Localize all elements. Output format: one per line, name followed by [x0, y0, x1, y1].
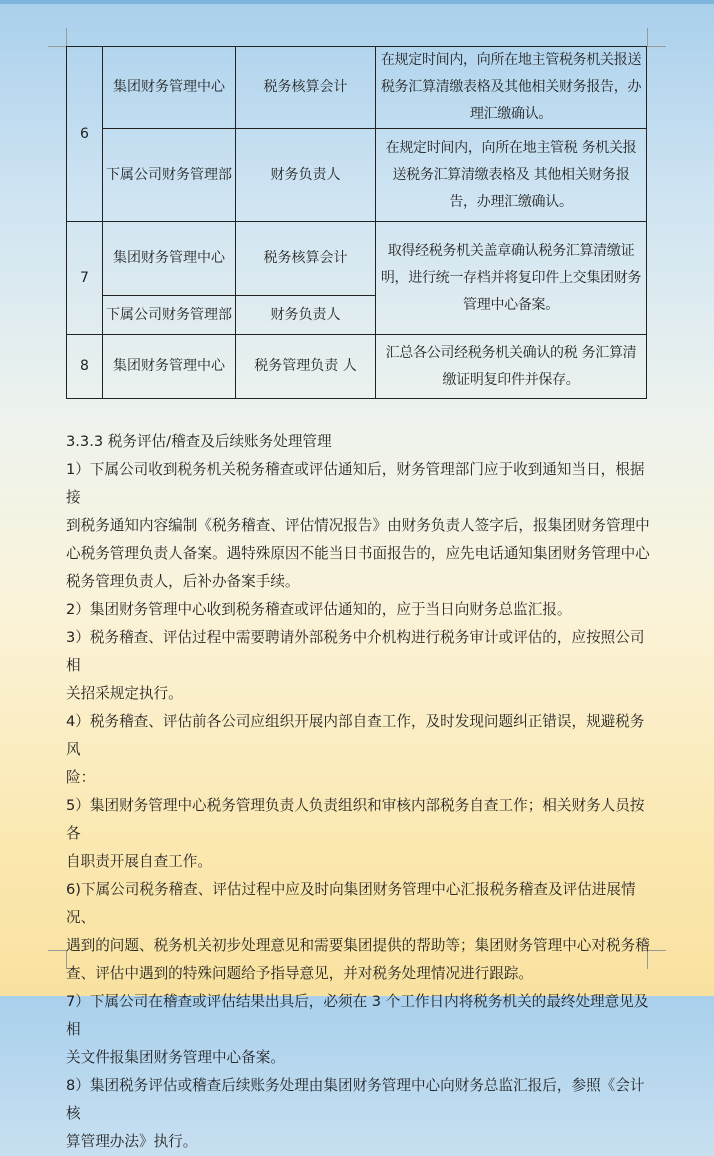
margin-corner-mark	[48, 28, 67, 47]
paragraph-line: 关招采规定执行。	[66, 685, 183, 702]
paragraph-line: 自职责开展自查工作。	[66, 853, 212, 870]
department-cell: 集团财务管理中心	[103, 335, 236, 399]
page-content	[66, 46, 658, 1156]
paragraph-line: 2）集团财务管理中心收到税务稽查或评估通知的，应于当日向财务总监汇报。	[66, 601, 572, 618]
section-heading: 3.3.3 税务评估/稽查及后续账务处理管理	[66, 433, 332, 450]
description-line: 在规定时间内，向所在地主管税 务机关报	[385, 139, 637, 156]
top-edge	[0, 0, 714, 4]
paragraph-line: 算管理办法》执行。	[66, 1133, 198, 1150]
role-cell: 税务管理负责 人	[236, 335, 376, 399]
description-cell	[376, 47, 647, 129]
department-cell: 下属公司财务管理部	[103, 129, 236, 222]
paragraph-line: 关文件报集团财务管理中心备案。	[66, 1049, 285, 1066]
description-line: 告，办理汇缴确认。	[449, 193, 573, 210]
role-cell: 财务负责人	[236, 129, 376, 222]
description-cell	[376, 335, 647, 399]
paragraph-line: 查、评估中遇到的特殊问题给予指导意见，并对税务处理情况进行跟踪。	[66, 965, 534, 982]
step-number: 8	[67, 335, 103, 399]
paragraph-line: 4）税务稽查、评估前各公司应组织开展内部自查工作，及时发现问题纠正错误，规避税务风	[66, 713, 645, 758]
margin-corner-mark	[48, 950, 67, 969]
paragraph-line: 心税务管理负责人备案。遇特殊原因不能当日书面报告的，应先电话通知集团财务管理中心	[66, 545, 650, 562]
description-line: 送税务汇算清缴表格及 其他相关财务报	[392, 166, 630, 183]
description-line: 缴证明复印件并保存。	[442, 371, 580, 388]
department-cell: 集团财务管理中心	[103, 222, 236, 296]
description-line: 汇总各公司经税务机关确认的税 务汇算清	[385, 344, 637, 361]
step-number: 6	[67, 47, 103, 222]
description-line: 管理中心备案。	[463, 296, 559, 313]
paragraph-line: 5）集团财务管理中心税务管理负责人负责组织和审核内部税务自查工作；相关财务人员按各	[66, 797, 645, 842]
table-row	[67, 129, 647, 222]
table-row	[67, 222, 647, 296]
step-number: 7	[67, 222, 103, 335]
paragraph-line: 1）下属公司收到税务机关税务稽查或评估通知后，财务管理部门应于收到通知当日，根据接	[66, 461, 645, 506]
table-row	[67, 335, 647, 399]
description-cell	[376, 222, 647, 335]
description-line: 取得经税务机关盖章确认税务汇算清缴证	[387, 242, 635, 259]
description-cell	[376, 129, 647, 222]
paragraph-line: 6)下属公司税务稽查、评估过程中应及时向集团财务管理中心汇报税务稽查及评估进展情况、	[66, 881, 636, 926]
tax-responsibility-table	[66, 46, 647, 399]
paragraph-line: 遇到的问题、税务机关初步处理意见和需要集团提供的帮助等；集团财务管理中心对税务稽	[66, 937, 650, 954]
paragraph-line: 险：	[66, 769, 96, 786]
paragraph-line: 8）集团税务评估或稽查后续账务处理由集团财务管理中心向财务总监汇报后，参照《会计核	[66, 1077, 645, 1122]
description-line: 税务汇算清缴表格及其他相关财务报告，办	[380, 79, 642, 95]
section-body	[66, 428, 658, 1156]
role-cell: 税务核算会计	[236, 47, 376, 129]
role-cell: 财务负责人	[236, 296, 376, 335]
paragraph-line: 7）下属公司在稽查或评估结果出具后，必须在 3 个工作日内将税务机关的最终处理意见及相	[66, 993, 649, 1038]
department-cell: 下属公司财务管理部	[103, 296, 236, 335]
department-cell: 集团财务管理中心	[103, 47, 236, 129]
paragraph-line: 3）税务稽查、评估过程中需要聘请外部税务中介机构进行税务审计或评估的，应按照公司相	[66, 629, 645, 674]
paragraph-line: 税务管理负责人，后补办备案手续。	[66, 573, 300, 590]
description-line: 在规定时间内，向所在地主管税务机关报送	[380, 52, 642, 68]
paragraph-line: 到税务通知内容编制《税务稽查、评估情况报告》由财务负责人签字后，报集团财务管理中	[66, 517, 650, 534]
description-line: 明，进行统一存档并将复印件上交集团财务	[380, 269, 642, 286]
description-line: 理汇缴确认。	[469, 106, 553, 122]
margin-corner-mark	[647, 28, 666, 47]
table-row	[67, 47, 647, 129]
role-cell: 税务核算会计	[236, 222, 376, 296]
